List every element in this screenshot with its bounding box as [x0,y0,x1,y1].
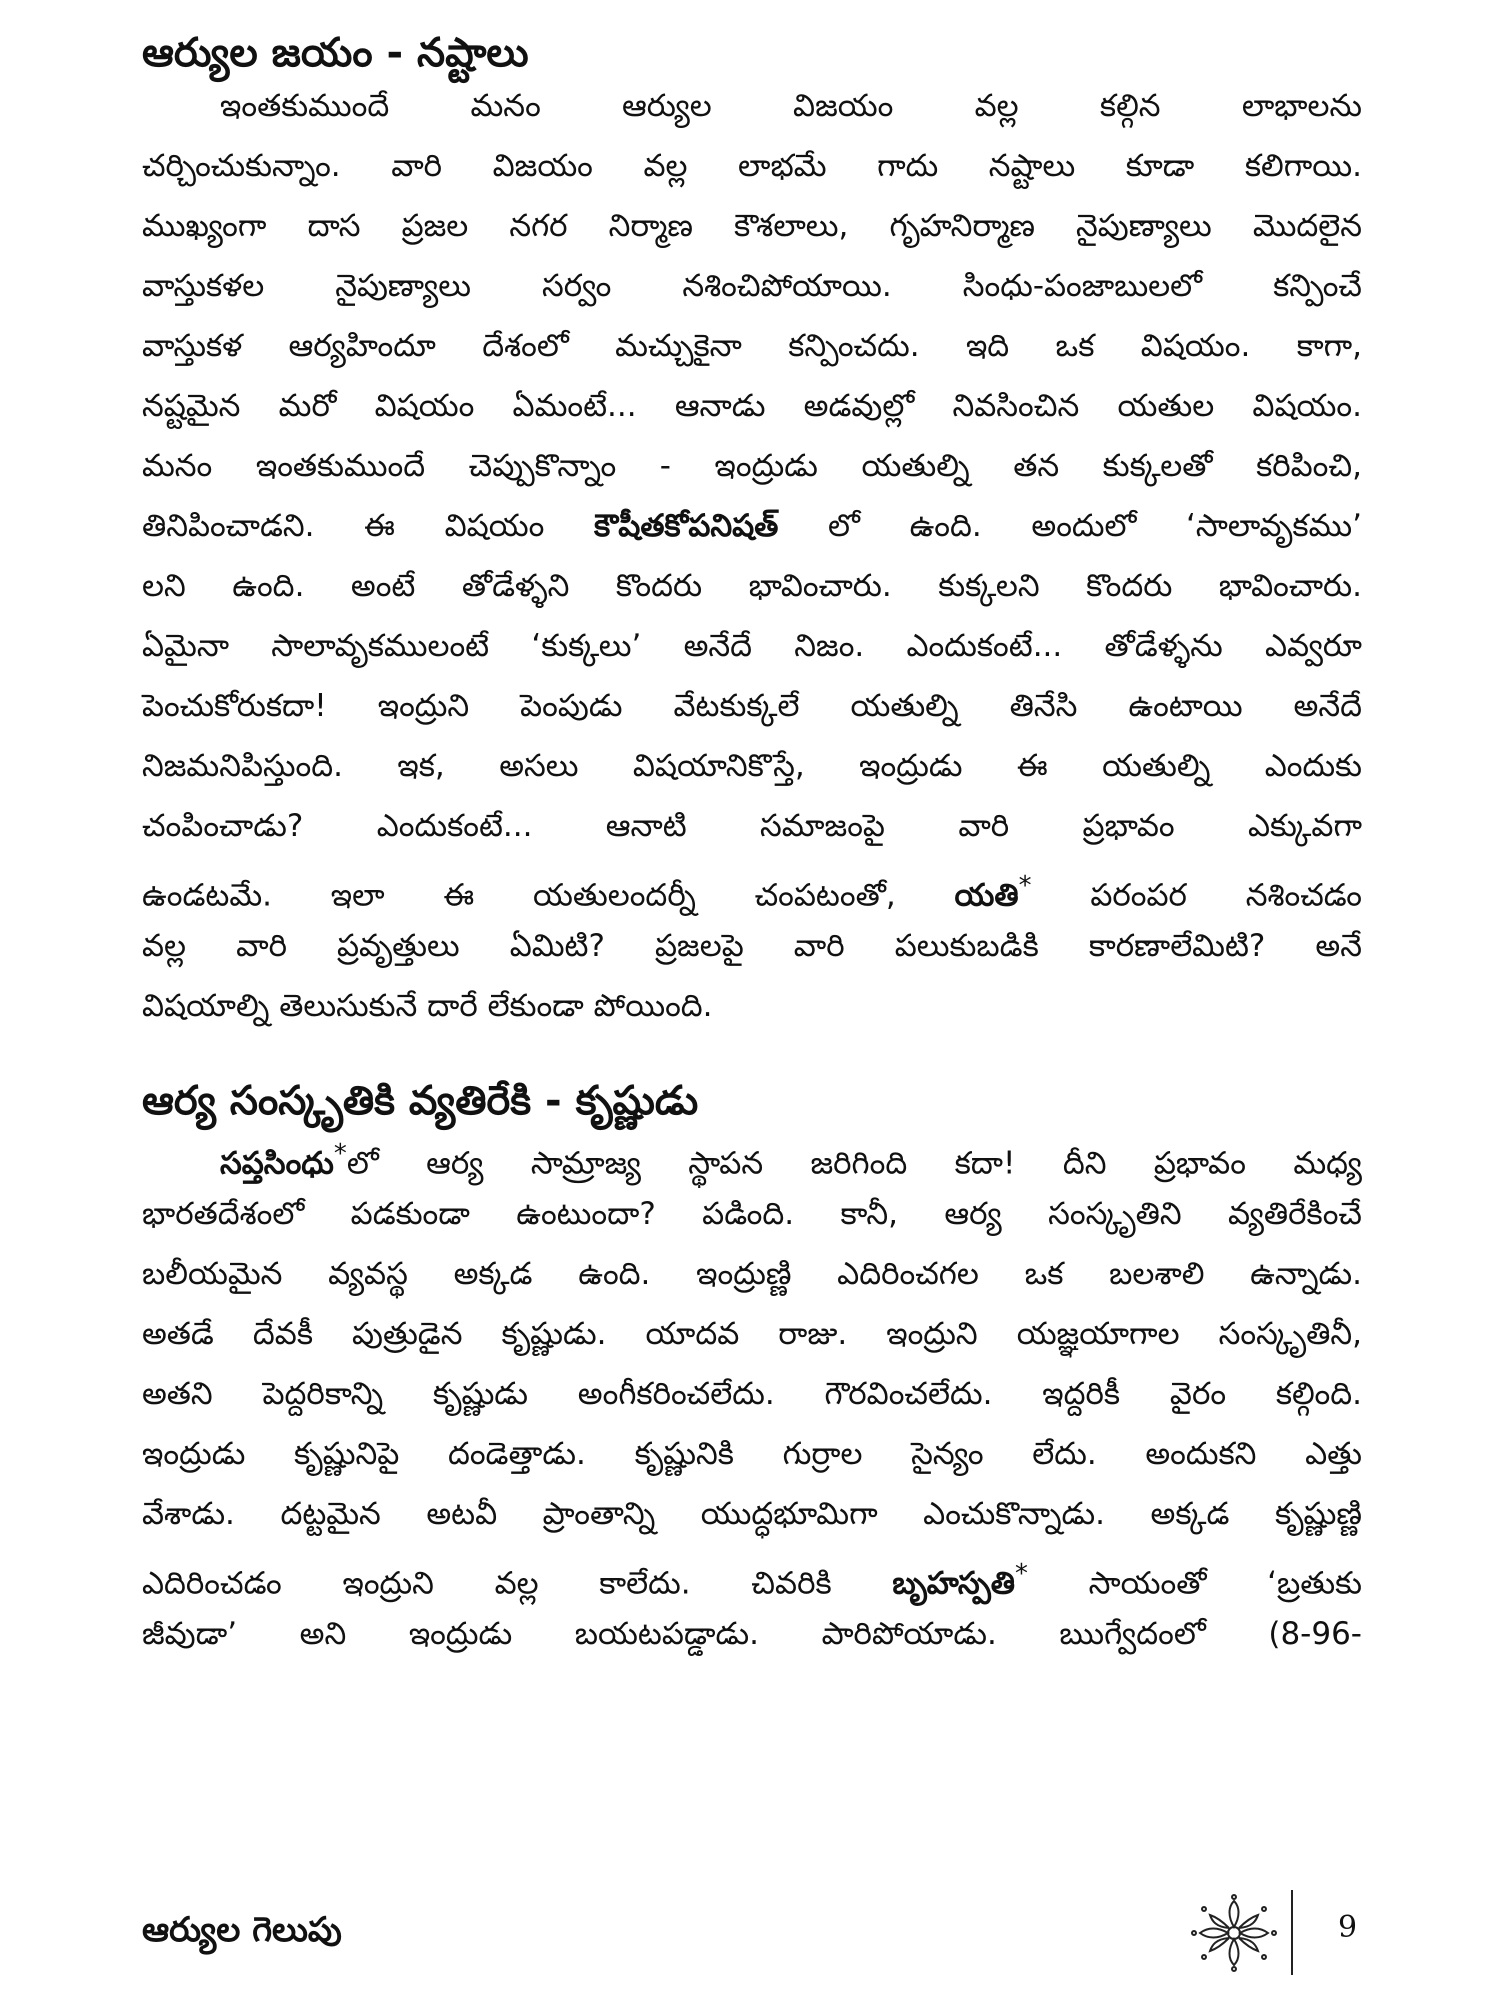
section-1-line-6: నష్టమైన మరో విషయం ఏమంటే... ఆనాడు అడవుల్లో నివసించిన యతుల విషయం. [142,388,1362,424]
section-1-line-15: వల్ల వారి ప్రవృత్తులు ఏమిటి? ప్రజలపై వారి పలుకుబడికి కారణాలేమిటి? అనే [142,928,1362,964]
section-2-line-5: అతని పెద్దరికాన్ని కృష్ణుడు అంగీకరించలేదు. గౌరవించలేదు. ఇద్దరికీ వైరం కల్గింది. [142,1376,1362,1412]
section-1-line-12: నిజమనిపిస్తుంది. ఇక, అసలు విషయానికొస్తే, ఇంద్రుడు ఈ యతుల్ని ఎందుకు [142,748,1362,784]
saptasindhu-term: సప్తసింధు [220,1145,334,1182]
section-1-line-14 [142,864,1362,917]
section-2-line-4: అతడే దేవకీ పుత్రుడైన కృష్ణుడు. యాదవ రాజు. ఇంద్రుని యజ్ఞయాగాల సంస్కృతినీ, [142,1316,1362,1352]
yati-term: యతి [954,877,1019,914]
section-1-line-10: ఏమైనా సాలావృకములంటే ‘కుక్కలు’ అనేదే నిజం. ఎందుకంటే... తోడేళ్ళను ఎవ్వరూ [142,628,1362,664]
ornament-icon [1188,1893,1280,1973]
section-2-line-8-text-a: ఎదిరించడం ఇంద్రుని వల్ల కాలేదు. చివరికి [142,1565,893,1602]
section-2-line-1 [142,1132,1362,1185]
section-1-line-3: ముఖ్యంగా దాస ప్రజల నగర నిర్మాణ కౌశలాలు, గృహనిర్మాణ నైపుణ్యాలు మొదలైన [142,208,1362,244]
footer-book-title: ఆర్యుల గెలుపు [142,1910,342,1950]
section-1-line-16: విషయాల్ని తెలుసుకునే దారే లేకుండా పోయింది. [142,988,713,1024]
section-2-heading: ఆర్య సంస్కృతికి వ్యతిరేకి - కృష్ణుడు [142,1078,699,1124]
section-1-line-7: మనం ఇంతకుముందే చెప్పుకొన్నాం - ఇంద్రుడు యతుల్ని తన కుక్కలతో కరిపించి, [142,448,1362,484]
line-14-text-b: పరంపర నశించడం [1031,877,1362,914]
section-1-line-11: పెంచుకోరుకదా! ఇంద్రుని పెంపుడు వేటకుక్కలే యతుల్ని తినేసి ఉంటాయి అనేదే [142,688,1362,724]
section-2-line-1-text: లో ఆర్య సామ్రాజ్య స్థాపన జరిగింది కదా! దీని ప్రభావం మధ్య [346,1145,1362,1182]
section-1-line-1: ఇంతకుముందే మనం ఆర్యుల విజయం వల్ల కల్గిన లాభాలను [220,88,1362,124]
section-2-line-9: జీవుడా’ అని ఇంద్రుడు బయటపడ్డాడు. పారిపోయాడు. ఋగ్వేదంలో (8-96- [142,1616,1362,1652]
section-2-line-8-text-b: సాయంతో ‘బ్రతుకు [1027,1565,1362,1602]
section-1-line-8 [142,504,1362,548]
line-8-text-b: లో ఉంది. అందులో ‘సాలావృకము’ [778,508,1362,544]
line-8-text-a: తినిపించాడని. ఈ విషయం [142,508,594,544]
brihaspati-term: బృహస్పతి [892,1565,1016,1602]
section-2-line-6: ఇంద్రుడు కృష్ణునిపై దండెత్తాడు. కృష్ణునికి గుర్రాల సైన్యం లేదు. అందుకని ఎత్తు [142,1436,1362,1472]
section-2-line-8 [142,1552,1362,1605]
footnote-star: * [1015,1559,1028,1589]
footnote-star: * [1018,871,1032,901]
section-2-line-2: భారతదేశంలో పడకుండా ఉంటుందా? పడింది. కానీ, ఆర్య సంస్కృతిని వ్యతిరేకించే [142,1196,1362,1232]
page-number: 9 [1338,1910,1358,1945]
section-1-heading: ఆర్యుల జయం - నష్టాలు [142,30,529,76]
section-1-line-5: వాస్తుకళ ఆర్యహిందూ దేశంలో మచ్చుకైనా కన్పించదు. ఇది ఒక విషయం. కాగా, [142,328,1362,364]
section-1-line-9: లని ఉంది. అంటే తోడేళ్ళని కొందరు భావించారు. కుక్కలని కొందరు భావించారు. [142,568,1362,604]
section-2-line-3: బలీయమైన వ్యవస్థ అక్కడ ఉంది. ఇంద్రుణ్ణి ఎదిరించగల ఒక బలశాలి ఉన్నాడు. [142,1256,1362,1292]
kaushitaki-upanishad-term: కౌషీతకోపనిషత్ [593,508,779,544]
section-1-line-2: చర్చించుకున్నాం. వారి విజయం వల్ల లాభమే గాదు నష్టాలు కూడా కలిగాయి. [142,148,1362,184]
section-1-line-4: వాస్తుకళల నైపుణ్యాలు సర్వం నశించిపోయాయి. సింధు-పంజాబులలో కన్పించే [142,268,1362,304]
footnote-star: * [333,1139,347,1169]
footer-divider [1291,1890,1293,1975]
section-2-line-7: వేశాడు. దట్టమైన అటవీ ప్రాంతాన్ని యుద్ధభూమిగా ఎంచుకొన్నాడు. అక్కడ కృష్ణుణ్ణి [142,1496,1362,1532]
section-1-line-13: చంపించాడు? ఎందుకంటే... ఆనాటి సమాజంపై వారి ప్రభావం ఎక్కువగా [142,808,1362,844]
line-14-text-a: ఉండటమే. ఇలా ఈ యతులందర్నీ చంపటంతో, [142,877,955,914]
